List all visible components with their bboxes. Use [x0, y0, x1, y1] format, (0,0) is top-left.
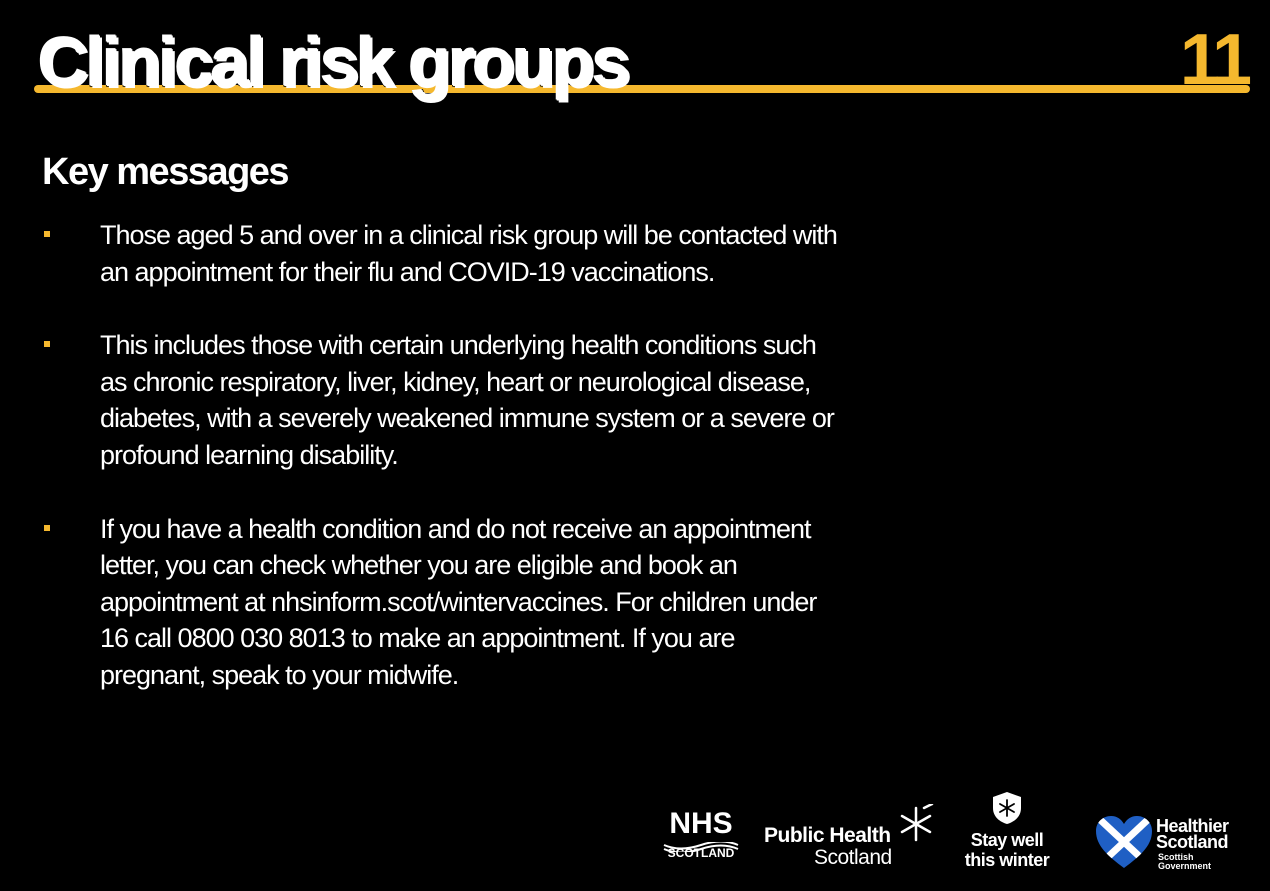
phs-logo-line1: Public Health	[764, 824, 891, 847]
scottish-government-line2: Government	[1158, 861, 1212, 871]
stay-well-line2: this winter	[964, 850, 1050, 870]
list-item	[42, 511, 842, 694]
healthier-scotland-line2: Scotland	[1156, 832, 1229, 852]
shield-snowflake-icon	[989, 790, 1025, 826]
nhs-scotland-logo	[660, 808, 742, 870]
slide-title: Clinical risk groups	[38, 23, 628, 101]
list-item	[42, 327, 842, 473]
slide-number: 11	[1179, 20, 1248, 100]
phs-logo-line2: Scotland	[814, 846, 892, 869]
star-burst-icon	[896, 804, 936, 844]
bullet-text: Those aged 5 and over in a clinical risk group will be contacted with an appointment for their flu and COVID-19 vaccinations.	[100, 220, 837, 287]
saltire-heart-icon	[1094, 814, 1154, 870]
bullet-square-icon	[44, 341, 50, 347]
nhs-logo-sub: SCOTLAND	[667, 846, 735, 860]
nhs-logo-word: NHS	[669, 807, 733, 840]
key-messages-list	[42, 217, 842, 731]
healthier-scotland-logo	[1092, 814, 1252, 874]
bullet-square-icon	[44, 231, 50, 237]
public-health-scotland-logo	[762, 804, 942, 870]
stay-well-line1: Stay well	[970, 830, 1044, 850]
bullet-text: If you have a health condition and do not receive an appointment letter, you can check whether you are eligible and book an appointment at nhsinform.scot/wintervaccines. For children under 16 call 0800 030 8013 to make an appointment. If you are pregnant, speak to your midwife.	[100, 513, 817, 690]
nhs-wave-icon	[660, 842, 742, 852]
bullet-text: This includes those with certain underlying health conditions such as chronic respiratory, liver, kidney, heart or neurological disease, diabetes, with a severely weakened immune system or a severe or profound learning disability.	[100, 330, 834, 470]
list-item	[42, 217, 842, 290]
stay-well-this-winter-logo	[952, 790, 1062, 872]
key-messages-heading: Key messages	[42, 151, 289, 193]
healthier-scotland-line1: Healthier	[1156, 816, 1229, 836]
scottish-government-line1: Scottish	[1158, 852, 1194, 862]
bullet-square-icon	[44, 525, 50, 531]
